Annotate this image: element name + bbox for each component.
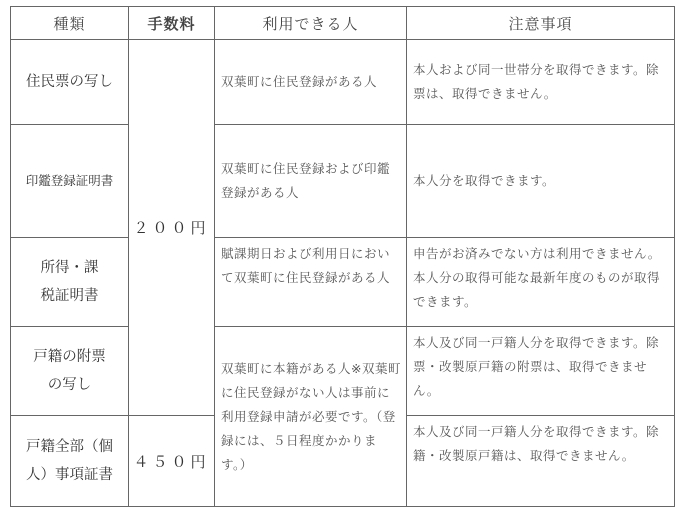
note-cell: 本人及び同一戸籍人分を取得できます。除籍・改製原戸籍は、取得できません。 [407, 416, 675, 507]
user-cell: 双葉町に本籍がある人※双葉町に住民登録がない人は事前に利用登録申請が必要です。（登録には、５日程度かかります。） [215, 327, 407, 507]
note-cell: 本人分を取得できます。 [407, 125, 675, 238]
fee-cell: ４５０円 [129, 416, 215, 507]
header-note: 注意事項 [407, 7, 675, 40]
user-cell: 双葉町に住民登録および印鑑登録がある人 [215, 125, 407, 238]
note-cell: 申告がお済みでない方は利用できません。本人分の取得可能な最新年度のものが取得できます。 [407, 238, 675, 327]
fee-cell: ２００円 [129, 40, 215, 416]
type-text: 戸籍の附票の写し [33, 349, 106, 393]
fee-table [10, 6, 675, 507]
table-row [11, 327, 675, 416]
type-cell: 印鑑登録証明書 [11, 125, 129, 238]
user-cell: 賦課期日および利用日において双葉町に住民登録がある人 [215, 238, 407, 327]
table-row [11, 238, 675, 327]
type-cell: 住民票の写し [11, 40, 129, 125]
user-cell: 双葉町に住民登録がある人 [215, 40, 407, 125]
note-cell: 本人および同一世帯分を取得できます。除票は、取得できません。 [407, 40, 675, 125]
type-text: 所得・課税証明書 [40, 260, 99, 304]
header-type: 種類 [11, 7, 129, 40]
type-text: 戸籍全部（個人）事項証書 [26, 439, 113, 483]
header-user: 利用できる人 [215, 7, 407, 40]
type-cell [11, 327, 129, 416]
type-cell [11, 416, 129, 507]
note-cell: 本人及び同一戸籍人分を取得できます。除票・改製原戸籍の附票は、取得できません。 [407, 327, 675, 416]
table-row [11, 40, 675, 125]
header-fee: 手数料 [129, 7, 215, 40]
header-row [11, 7, 675, 40]
type-cell [11, 238, 129, 327]
table-row [11, 125, 675, 238]
